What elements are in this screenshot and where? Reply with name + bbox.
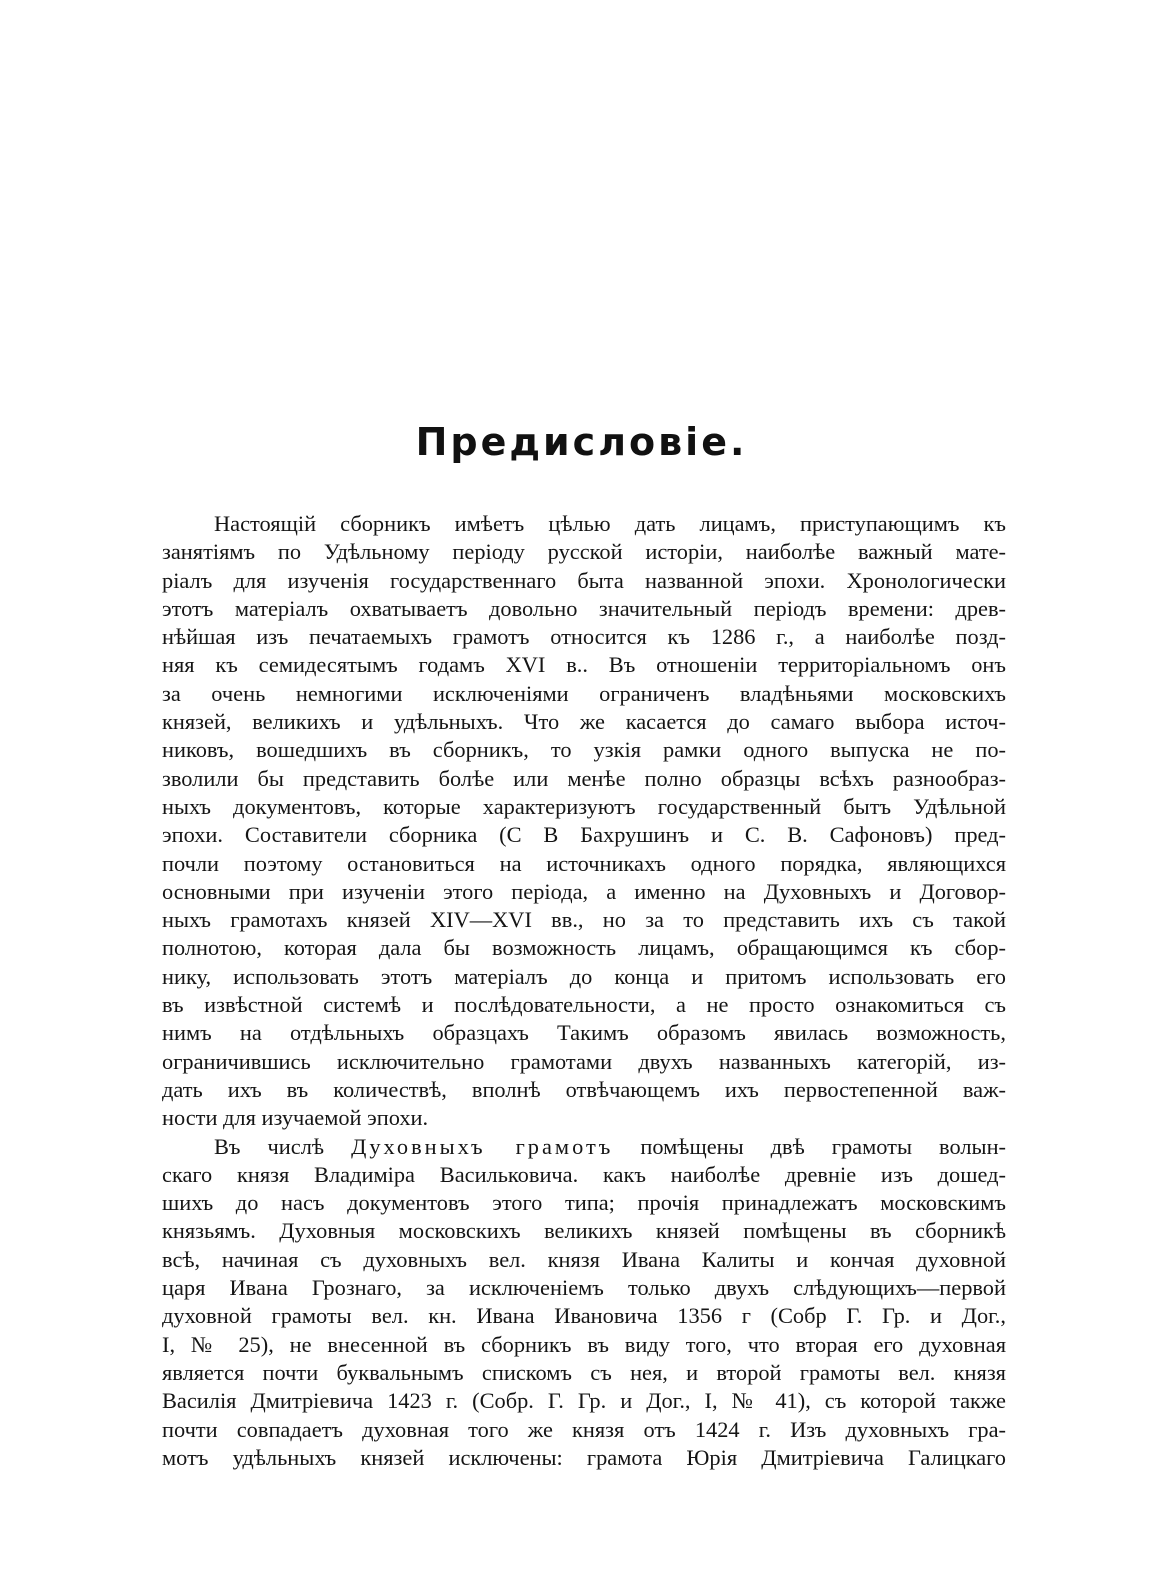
text-line: князьямъ. Духовныя московскихъ великихъ князей помѣщены въ сборникѣ [162, 1218, 1006, 1244]
text-line: шихъ до насъ документовъ этого типа; прочія принадлежатъ московскимъ [162, 1190, 1006, 1216]
text-line: дать ихъ въ количествѣ, вполнѣ отвѣчающемъ ихъ первостепенной важ- [162, 1076, 1006, 1102]
text-line: нимъ на отдѣльныхъ образцахъ Такимъ образомъ явилась возможность, [162, 1020, 1006, 1046]
text-line: мотъ удѣльныхъ князей исключены: грамота Юрія Дмитріевича Галицкаго [162, 1444, 1006, 1470]
text-line: никовъ, вошедшихъ въ сборникъ, то узкія рамки одного выпуска не по- [162, 737, 1006, 763]
text-line: всѣ, начиная съ духовныхъ вел. князя Ивана Калиты и кончая духовной [162, 1246, 1006, 1272]
text-line: полнотою, которая дала бы возможность лицамъ, обращающимся къ сбор- [162, 935, 1006, 961]
text-line: основными при изученіи этого періода, а именно на Духовныхъ и Договор- [162, 878, 1006, 904]
text-line: зволили бы представить болѣе или менѣе полно образцы всѣхъ разнообраз- [162, 765, 1006, 791]
text-line: ограничившись исключительно грамотами двухъ названныхъ категорій, из- [162, 1048, 1006, 1074]
text-line-rest: помѣщены двѣ грамоты волын- [640, 1133, 1006, 1159]
text-line: въ извѣстной системѣ и послѣдовательности, а не просто ознакомиться съ [162, 992, 1006, 1018]
text-line: ріалъ для изученія государственнаго быта названной эпохи. Хронологически [162, 567, 1006, 593]
text-line: ныхъ грамотахъ князей XIV—XVI вв., но за то представить ихъ съ такой [162, 907, 1006, 933]
text-line: ныхъ документовъ, которые характеризуютъ государственный бытъ Удѣльной [162, 793, 1006, 819]
text-line: духовной грамоты вел. кн. Ивана Ивановича 1356 г (Собр Г. Гр. и Дог., [162, 1303, 1006, 1329]
text-line: ности для изучаемой эпохи. [162, 1105, 429, 1131]
text-line: нику, использовать этотъ матеріалъ до конца и притомъ использовать его [162, 963, 1006, 989]
text-line: Василія Дмитріевича 1423 г. (Собр. Г. Гр. и Дог., I, № 41), съ которой также [162, 1388, 1006, 1414]
text-line: князей, великихъ и удѣльныхъ. Что же касается до самаго выбора источ- [162, 709, 1006, 735]
text-line: царя Ивана Грознаго, за исключеніемъ только двухъ слѣдующихъ—первой [162, 1275, 1006, 1301]
text-line [162, 1133, 1006, 1161]
emphasized-term: Духовныхъ грамотъ [351, 1133, 614, 1159]
body-text [162, 510, 1006, 1472]
text-line: няя къ семидесятымъ годамъ XVI в.. Въ отношеніи территоріальномъ онъ [162, 652, 1006, 678]
text-line: за очень немногими исключеніями ограниченъ владѣньями московскихъ [162, 680, 1006, 706]
page-title: Предисловіе. [415, 420, 748, 464]
paragraph-lead: Въ числѣ [214, 1133, 325, 1159]
text-line: эпохи. Составители сборника (С В Бахрушинъ и С. В. Сафоновъ) пред- [162, 822, 1006, 848]
text-line: почти совпадаетъ духовная того же князя отъ 1424 г. Изъ духовныхъ гра- [162, 1416, 1006, 1442]
text-line: нѣйшая изъ печатаемыхъ грамотъ относится къ 1286 г., а наиболѣе позд- [162, 624, 1006, 650]
text-line: является почти буквальнымъ спискомъ съ нея, и второй грамоты вел. князя [162, 1359, 1006, 1385]
text-line: скаго князя Владиміра Васильковича. какъ наиболѣе древніе изъ дошед- [162, 1161, 1006, 1187]
text-line: Настоящій сборникъ имѣетъ цѣлью дать лицамъ, приступающимъ къ [214, 511, 1006, 536]
text-line: почли поэтому остановиться на источникахъ одного порядка, являющихся [162, 850, 1006, 876]
text-line: этотъ матеріалъ охватываетъ довольно значительный періодъ времени: древ- [162, 595, 1006, 621]
text-line: I, № 25), не внесенной въ сборникъ въ виду того, что вторая его духовная [162, 1331, 1006, 1357]
text-line: занятіямъ по Удѣльному періоду русской исторіи, наиболѣе важный мате- [162, 539, 1006, 565]
